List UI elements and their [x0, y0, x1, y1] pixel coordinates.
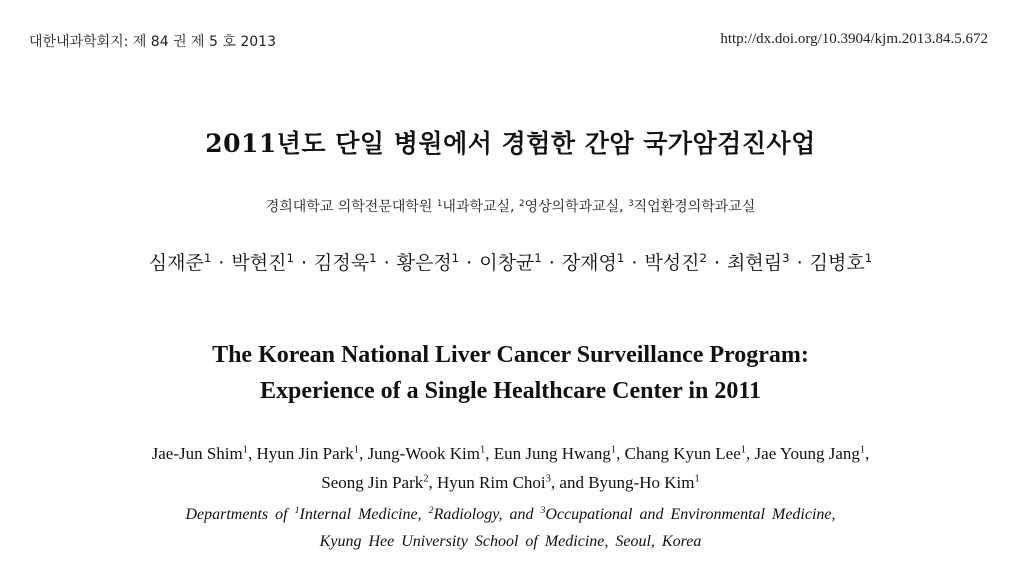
author-affiliation-number: 1	[203, 250, 212, 265]
english-author-name: Chang Kyun Lee	[624, 444, 741, 463]
author-affiliation-number: 1	[694, 473, 700, 485]
author-separator: ,	[865, 444, 870, 463]
author-affiliation-number: 3	[782, 250, 790, 265]
english-author-name: Jung-Wook Kim	[367, 444, 480, 463]
author-separator: ·	[466, 252, 473, 274]
affiliation-department: Occupational and Environmental Medicine,	[545, 506, 836, 523]
author-separator: ·	[383, 252, 390, 274]
affiliation-number: 3	[628, 198, 634, 209]
english-author-name: Hyun Jin Park	[256, 444, 354, 463]
english-author-list-line-2	[0, 473, 1021, 493]
affiliation-department: Internal Medicine,	[299, 506, 429, 523]
english-affiliation-line-1	[0, 506, 1021, 524]
affiliation-number: 2	[428, 505, 434, 517]
author-separator: ,	[746, 444, 755, 463]
korean-affiliation-dept: 내과학교실,	[442, 199, 515, 215]
author-affiliation-number: 1	[610, 444, 617, 456]
author-separator: ,	[616, 444, 625, 463]
author-separator: ·	[300, 252, 307, 274]
english-title-line-1: The Korean National Liver Cancer Surveillance Program:	[212, 342, 809, 368]
english-title-line-2: Experience of a Single Healthcare Center in 2011	[259, 378, 762, 404]
korean-author-name: 박성진	[644, 252, 700, 274]
korean-author-name: 장재영	[561, 252, 617, 274]
author-separator: ,	[428, 473, 438, 492]
korean-affiliation-school: 경희대학교 의학전문대학원	[265, 199, 433, 215]
english-author-name: Jae-Jun Shim	[151, 444, 243, 463]
english-author-name: Hyun Rim Choi	[437, 473, 546, 492]
author-affiliation-number: 1	[286, 250, 294, 265]
affiliation-number: 3	[540, 505, 546, 517]
author-separator: , and	[550, 473, 589, 492]
english-author-name: Jae Young Jang	[754, 444, 860, 463]
author-affiliation-number: 1	[859, 444, 866, 456]
affiliation-prefix: Departments of	[185, 506, 295, 523]
author-separator: ,	[485, 444, 494, 463]
author-affiliation-number: 1	[616, 250, 625, 265]
author-affiliation-number: 1	[242, 444, 249, 456]
korean-author-name: 박현진	[231, 252, 287, 274]
korean-author-name: 김병호	[809, 252, 865, 274]
author-affiliation-number: 2	[699, 250, 707, 265]
korean-affiliation	[0, 196, 1021, 216]
author-separator: ·	[548, 252, 555, 274]
author-separator: ,	[248, 444, 257, 463]
journal-citation: 대한내과학회지: 제 84 권 제 5 호 2013	[29, 34, 276, 50]
affiliation-number: 1	[294, 505, 300, 517]
author-affiliation-number: 2	[423, 473, 429, 485]
author-affiliation-number: 1	[353, 444, 360, 456]
english-author-name: Byung-Ho Kim	[588, 473, 695, 492]
korean-author-list	[0, 248, 1021, 275]
korean-affiliation-dept: 영상의학과교실,	[524, 199, 624, 215]
affiliation-number: 1	[436, 198, 443, 209]
english-author-name: Seong Jin Park	[321, 473, 424, 492]
author-separator: ·	[218, 252, 225, 274]
author-affiliation-number: 3	[545, 473, 551, 485]
author-separator: ·	[714, 252, 721, 274]
doi-link[interactable]: http://dx.doi.org/10.3904/kjm.2013.84.5.672	[720, 31, 988, 47]
korean-author-name: 이창균	[479, 252, 535, 274]
author-separator: ·	[796, 252, 803, 274]
author-separator: ,	[359, 444, 368, 463]
english-author-list-line-1	[0, 444, 1021, 464]
author-affiliation-number: 1	[480, 444, 486, 456]
korean-author-name: 최현림	[727, 252, 783, 274]
korean-author-name: 황은정	[396, 252, 452, 274]
korean-title: 2011년도 단일 병원에서 경험한 간암 국가암검진사업	[205, 129, 816, 158]
english-author-name: Eun Jung Hwang	[493, 444, 611, 463]
author-separator: ·	[631, 252, 638, 274]
author-affiliation-number: 1	[864, 250, 873, 265]
author-affiliation-number: 1	[451, 250, 460, 265]
english-affiliation-line-2: Kyung Hee University School of Medicine, Seoul, Korea	[319, 533, 702, 550]
korean-author-name: 심재준	[148, 252, 204, 274]
author-affiliation-number: 1	[369, 250, 377, 265]
author-affiliation-number: 1	[740, 444, 747, 456]
korean-affiliation-dept: 직업환경의학과교실	[633, 199, 756, 215]
affiliation-number: 2	[518, 198, 525, 209]
korean-author-name: 김정욱	[314, 252, 370, 274]
affiliation-department: Radiology, and	[433, 506, 541, 523]
author-affiliation-number: 1	[534, 250, 542, 265]
